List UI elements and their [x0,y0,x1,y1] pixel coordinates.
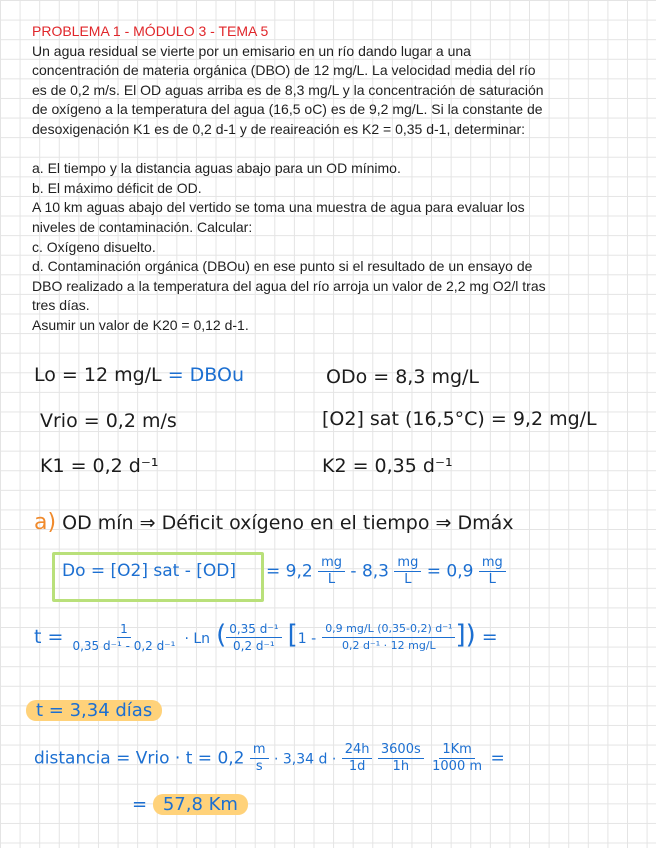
d0-eq: = 9,2 [266,561,313,582]
unit-fraction: $\frac{m}{s}$ [250,742,269,775]
part-a-text: OD mín ⇒ Déficit oxígeno en el tiempo ⇒ Dmáx [62,512,514,534]
distance-mid: · 3,34 d · [273,751,337,768]
distance-result-value: 57,8 Km [153,794,248,815]
question-line: d. Contaminación orgánica (DBOu) en ese punto si el resultado de un ensayo de [32,258,533,275]
distance-formula [34,742,505,775]
t-fraction-1: $\frac{1}{\text{0,35 d⁻¹ - 0,2 d⁻¹}}$ [72,622,176,653]
given-l0 [34,364,244,386]
statement-line: desoxigenación K1 es de 0,2 d-1 y de reaireación es K2 = 0,35 d-1, determinar: [32,120,526,137]
part-a-heading [34,510,514,535]
unit-fraction: $\frac{mg}{L}$ [479,555,506,588]
ln-symbol: · Ln [184,631,211,647]
unit-fraction: $\frac{mg}{L}$ [394,555,421,588]
distance-eq: = Vrio · t = 0,2 [116,748,245,769]
question-line: A 10 km aguas abajo del vertido se toma una muestra de agua para evaluar los [32,199,525,216]
question-line: b. El máximo déficit de OD. [32,179,202,196]
distance-equals: = [490,748,505,769]
part-a-label: a) [34,510,57,535]
problem-title: PROBLEMA 1 - MÓDULO 3 - TEMA 5 [32,23,269,39]
dbo-tag: = DBOu [167,364,244,386]
statement-line: de oxígeno a la temperatura del agua (16,5 oC) es de 9,2 mg/L. Si la constante de [32,101,543,118]
statement-line: es de 0,2 m/s. El OD aguas arriba es de 8,3 mg/L y la concentración de saturación [32,81,544,98]
conversion-fraction: $\frac{1Km}{1000 m}$ [432,742,483,774]
t-fraction-3: $\frac{\text{0,9 mg/L (0,35-0,2) d⁻¹}}{\text{0,2 d⁻¹ · 12 mg/L}}$ [322,621,455,654]
given-k1: K1 = 0,2 d⁻¹ [40,455,159,477]
conversion-fraction: $\frac{3600s}{1h}$ [378,742,424,775]
d0-result: = 0,9 [426,561,474,582]
problem-statement [32,22,638,336]
statement-line: concentración de materia orgánica (DBO) de 12 mg/L. La velocidad media del río [32,62,536,79]
d0-formula: Do = [O2] sat - [OD] [62,561,237,581]
distance-label: distancia [34,748,111,769]
d0-calculation [266,555,506,588]
d0-minus: - 8,3 [350,561,389,582]
given-vrio: Vrio = 0,2 m/s [40,410,177,432]
t-result [26,700,162,721]
conversion-fraction: $\frac{24h}{1d}$ [342,742,373,775]
question-line: Asumir un valor de K20 = 0,12 d-1. [32,316,249,333]
unit-fraction: $\frac{mg}{L}$ [318,555,345,588]
question-line: DBO realizado a la temperatura del agua del río arroja un valor de 2,2 mg O2/l tras [32,277,546,294]
given-od0: ODo = 8,3 mg/L [326,366,480,388]
t-equals: = [481,626,498,648]
one-minus: 1 - [297,631,317,647]
distance-result [132,794,248,815]
t-formula: t = $\frac{1}{\text{0,35 d⁻¹ - 0,2 d⁻¹}}$ · Ln ( $\frac{\text{0,35 d⁻¹}}{\text{0,2 d⁻¹}}$ [1 - $\frac{\text{0,9 mg/L (0,35-0,2) d⁻¹}}{\text{0,2 d⁻¹ · 12 mg/L}}$ ]) = [34,620,498,653]
t-symbol: t = [34,626,64,648]
question-line: niveles de contaminación. Calcular: [32,218,253,235]
t-fraction-2: $\frac{\text{0,35 d⁻¹}}{\text{0,2 d⁻¹}}$ [226,621,281,654]
given-o2-sat: [O2] sat (16,5°C) = 9,2 mg/L [322,408,597,430]
given-k2: K2 = 0,35 d⁻¹ [322,455,453,477]
distance-result-eq: = [132,794,148,815]
l0-value: Lo = 12 mg/L [34,364,162,386]
t-result-value: t = 3,34 días [26,700,162,721]
question-line: tres días. [32,297,90,314]
question-line: c. Oxígeno disuelto. [32,238,156,255]
question-line: a. El tiempo y la distancia aguas abajo para un OD mínimo. [32,160,401,177]
statement-line: Un agua residual se vierte por un emisario en un río dando lugar a una [32,42,471,59]
